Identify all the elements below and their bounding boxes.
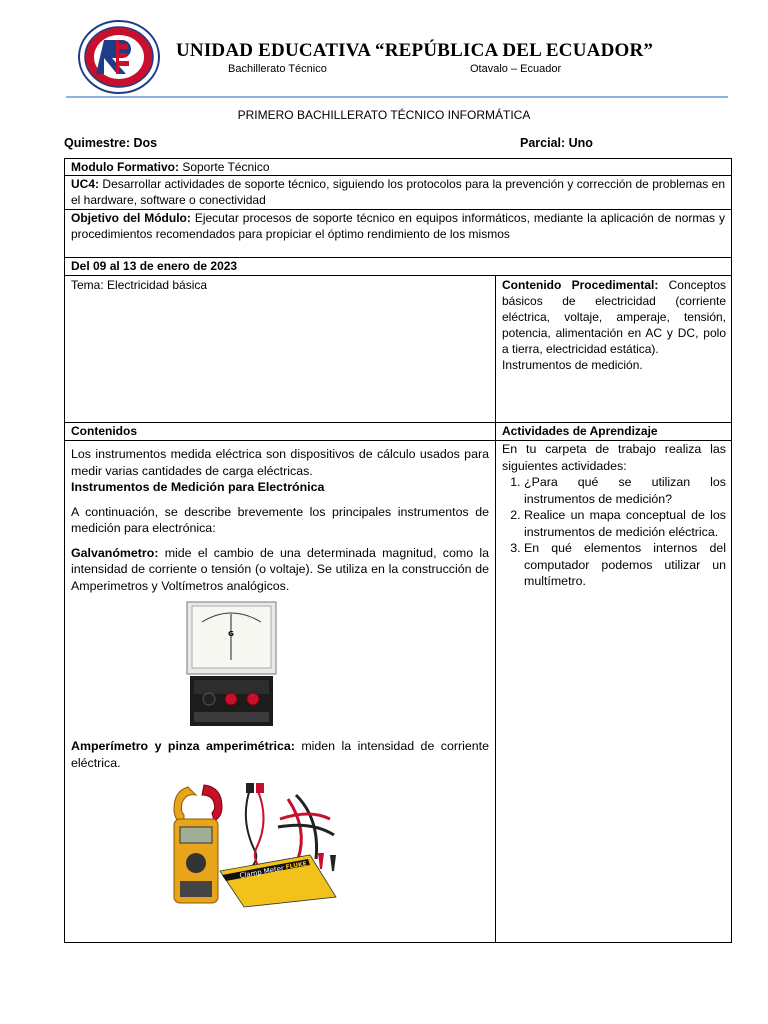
contenido-procedimental-cell [496,277,732,373]
activ-intro: En tu carpeta de trabajo realiza las siguientes actividades: [502,442,726,473]
contenido-proc-value: Conceptos básicos de electricidad (corriente eléctrica, voltaje, amperaje, tensión, potencia, alimentación en AC y DC, polo a tierra, electricidad estática). [502,278,727,356]
subtitle-right: Otavalo – Ecuador [470,63,562,75]
objetivo-label: Objetivo del Módulo: [71,211,191,225]
galvanometer-image [184,600,279,730]
modulo-value: Soporte Técnico [179,160,270,174]
tema-label: Tema: [71,278,104,292]
amp-label: Amperímetro y pinza amperimétrica: [71,739,295,753]
instr-title: Instrumentos de Medición para Electrónica [71,480,325,494]
clamp-booklet-label: Clamp Meter [238,864,285,880]
contenidos-header: Contenidos [71,424,137,438]
school-logo [78,20,160,94]
galvanometro-paragraph [71,545,489,595]
clamp-brand-label: FLUKE [285,860,308,871]
amperimetro-paragraph [71,738,489,771]
galv-text: mide el cambio de una determinada magnitud, como la intensidad de corriente o tensión (o voltaje). Se utiliza en la construcción de Amperimetros y Voltímetros analógicos. [71,545,489,593]
galv-label: Galvanómetro: [71,545,159,560]
actividades-body [496,441,732,590]
uc-value: Desarrollar actividades de soporte técnico, siguiendo los protocolos para la prevención y corrección de problemas en el hardware, software o conectividad [71,177,725,207]
intro-paragraph [71,446,489,496]
uc-label: UC4: [71,177,100,191]
subtitle-left: Bachillerato Técnico [228,63,327,75]
amp-text: miden la intensidad de corriente eléctrica. [71,739,489,770]
continuacion-paragraph: A continuación, se describe brevemente los principales instrumentos de medición para electrónica: [71,504,489,535]
activity-item: 3. En qué elementos internos del computador podemos utilizar un multímetro. [524,540,726,590]
contenidos-body [65,446,495,602]
intro-text: Los instrumentos medida eléctrica son dispositivos de cálculo usados para medir varias cantidades de carga eléctricas. [71,447,489,478]
quimestre: Quimestre: Dos [64,136,158,150]
program-title: PRIMERO BACHILLERATO TÉCNICO INFORMÁTICA [237,108,531,122]
header-divider [66,96,728,98]
objetivo-row [65,210,731,258]
school-name: UNIDAD EDUCATIVA “REPÚBLICA DEL ECUADOR” [176,40,654,61]
galv-image-label: G [228,630,234,638]
clamp-meter-image [160,779,350,909]
tema-value: Electricidad básica [103,278,208,292]
activities-list [502,474,726,590]
activity-item: 1. ¿Para qué se utilizan los instrumentos de medición? [524,474,726,507]
activity-item: 2. Realice un mapa conceptual de los instrumentos de medición eléctrica. [524,507,726,540]
fechas-row: Del 09 al 13 de enero de 2023 [65,258,731,276]
uc-row [65,176,731,210]
modulo-row [65,159,731,176]
objetivo-value: Ejecutar procesos de soporte técnico en equipos informáticos, mediante la aplicación de normas y procedimientos recomendados para propiciar el óptimo rendimiento de los mismos [71,211,725,241]
contenido-proc-label: Contenido Procedimental: [502,278,659,292]
tema-cell [65,277,495,293]
modulo-label: Modulo Formativo: [71,160,179,174]
parcial: Parcial: Uno [520,136,593,150]
column-divider [495,276,496,942]
contenido-proc-extra: Instrumentos de medición. [502,358,643,372]
amperimetro-block [65,738,495,779]
actividades-header: Actividades de Aprendizaje [502,424,658,438]
plan-table [64,158,732,943]
